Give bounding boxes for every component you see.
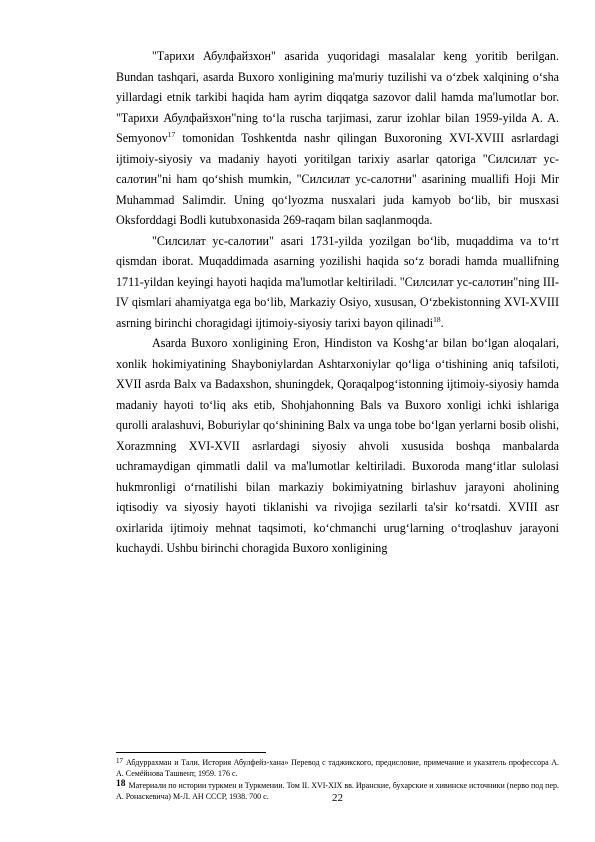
- paragraph-2: [116, 231, 559, 334]
- paragraph-3: Asarda Buxoro xonligining Eron, Hindiston va Koshg‘ar bilan bo‘lgan aloqalari, xonlik hokimiyatining Shayboniylardan Ashtarxoniylar qo‘liga o‘tishining aniq tafsiloti, XVII asrda Balx va Badaxshon, shuningdek, Qoraqalpog‘istonning ijtimoiy-siyosiy hamda madaniy hayoti to‘liq aks etib, Shohjahonning Bals va Buxoro xonligi ichki ishlariga qurolli aralashuvi, Boburiylar qo‘shinining Balx va unga tobe bo‘lgan yerlarni bosib olishi, Xorazmning XVI-XVII asrlardagi siyosiy ahvoli xususida boshqa manbalarda uchramaydigan qimmatli dalil va ma'lumotlar keltiriladi. Buxoroda mang‘itlar sulolasi hukmronligi o‘rnatilishi bilan markaziy bokimiyatning birlashuv jarayoni aholining iqtisodiy va siyosiy hayoti tiklanishi va rivojiga sezilarli ta'sir ko‘rsatdi. XVIII asr oxirlarida ijtimoiy mehnat taqsimoti, ko‘chmanchi urug‘larning o‘troqlashuv jarayoni kuchaydi. Ushbu birinchi choragida Buxoro xonligining: [116, 336, 559, 555]
- page-number: 22: [332, 792, 343, 804]
- footnote-ref-18: 18: [433, 314, 441, 324]
- footnote-text: Абдуррахман и Тали. История Абулфейз-хана» Перевод с таджикского, предисловие, примечание и указатель профессора А. А. Семёйнова Ташвент, 1959. 176 с.: [116, 758, 559, 778]
- footnote-mark: 17: [116, 757, 123, 765]
- paragraph-1-part-a: "Тарихи Абулфайзхон" asarida yuqoridagi masalalar keng yoritib berilgan. Bundan tashqari, asarda Buxoro xonligining ma'muriy tuzilishi va o‘zbek xalqining o‘sha yillardagi etnik tarkibi haqida ham ayrim diqqatga sazovor dalil hamda ma'lumotlar bor. "Тарихи Абулфайзхон"ning to‘la ruscha tarjimasi, zarur izohlar bilan 1959-yilda A. A. Semyonov: [116, 49, 559, 145]
- footnote-17: [116, 756, 559, 779]
- paragraph-1: [116, 46, 559, 231]
- paragraph-1-part-b: tomonidan Toshkentda nashr qilingan Buxoroning XVI-XVIII asrlardagi ijtimoiy-siyosiy va madaniy hayoti yoritilgan tarixiy asarlar qatoriga "Силсилат ус-салотин"ni ham qo‘shish mumkin, "Силсилат ус-салотни" asarining muallifi Hoji Mir Muhammad Salimdir. Uning qo‘lyozma nusxalari juda kamyob bo‘lib, bir musxasi Oksforddagi Bodli kutubxonasida 269-raqam bilan saqlanmoqda.: [116, 131, 559, 227]
- footnote-ref-17: 17: [167, 130, 176, 139]
- footnote-text: Материали по истории туркмен и Туркмении. Том II. XVI-XIX вв. Иранские, бухарские и хивинске источники (перво под пер. А. Ронаскевича) М-Л. АН СССР, 1938. 700 с.: [116, 781, 559, 801]
- footnote-divider: [116, 752, 266, 753]
- footnote-mark: 18: [116, 779, 126, 790]
- paragraph-2-part-b: .: [440, 315, 444, 330]
- main-text: [116, 46, 559, 559]
- paragraph-2-part-a: "Силсилат ус-салотии" asari 1731-yilda yozilgan bo‘lib, muqaddima va to‘rt qismdan iborat. Muqaddimada asarning yozilishi haqida so‘z boradi hamda muallifning 1711-yildan keyingi hayoti haqida ma'lumotlar keltiriladi. "Силсилат ус-салотин"ning III-IV qismlari ahamiyatga ega bo‘lib, Markaziy Osiyo, xususan, O‘zbekistonning XVI-XVIII asrning birinchi choragidagi ijtimoiy-siyosiy tarixi bayon qilinadi: [116, 233, 559, 330]
